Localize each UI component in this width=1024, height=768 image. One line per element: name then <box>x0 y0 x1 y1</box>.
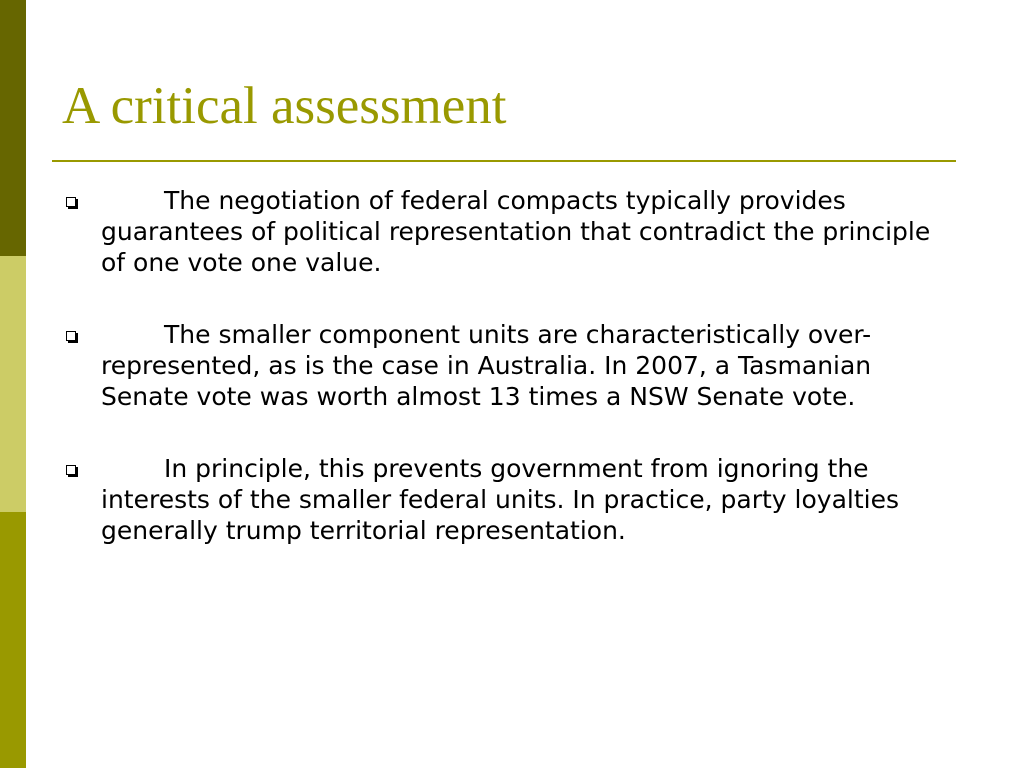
bullet-text: The smaller component units are characteristically over-represented, as is the case in Australia. In 2007, a Tasmanian Senate vote was worth almost 13 times a NSW Senate vote. <box>101 320 872 411</box>
slide-title: A critical assessment <box>62 77 507 135</box>
hollow-square-icon <box>66 331 76 341</box>
bullet-item <box>0 453 951 546</box>
bullet-text: The negotiation of federal compacts typically provides guarantees of political representation that contradict the principle of one vote one value. <box>101 186 931 277</box>
hollow-square-icon <box>66 197 76 207</box>
hollow-square-icon <box>66 465 76 475</box>
bullet-item <box>0 185 951 278</box>
title-underline <box>52 160 956 162</box>
bullet-item <box>0 319 951 412</box>
bullet-text: In principle, this prevents government from ignoring the interests of the smaller federal units. In practice, party loyalties generally trump territorial representation. <box>101 454 899 545</box>
bullet-list <box>0 185 951 587</box>
